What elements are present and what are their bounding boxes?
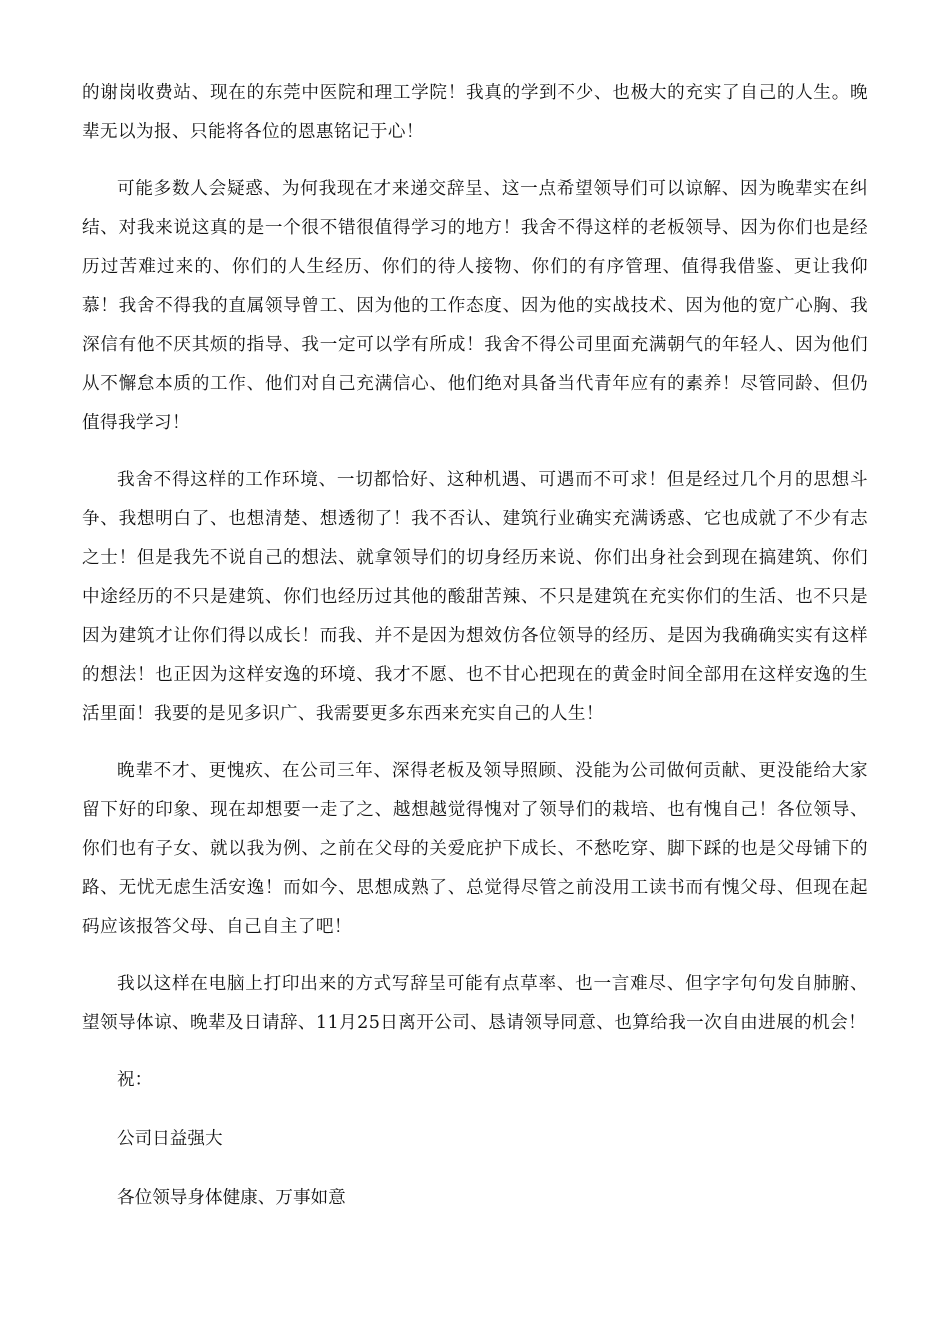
- closing-wish-leaders: 各位领导身体健康、万事如意: [117, 1188, 346, 1208]
- paragraph-gratitude: 晚辈不才、更愧疚、在公司三年、深得老板及领导照顾、没能为公司做何贡献、更没能给大家留下好的印象、现在却想要一走了之、越想越觉得愧对了领导们的栽培、也有愧自己！各位领导、你们也有子女、就以我为例、之前在父母的关爱庇护下成长、不愁吃穿、脚下踩的也是父母铺下的路、无忧无虑生活安逸！而如今、思想成熟了、总觉得尽管之前没用工读书而有愧父母、但现在起码应该报答父母、自己自主了吧！: [82, 761, 868, 937]
- closing-wish-company: 公司日益强大: [117, 1129, 223, 1149]
- paragraph-work-environment: 我舍不得这样的工作环境、一切都恰好、这种机遇、可遇而不可求！但是经过几个月的思想斗争、我想明白了、也想清楚、想透彻了！我不否认、建筑行业确实充满诱惑、它也成就了不少有志之士！但是我先不说自己的想法、就拿领导们的切身经历来说、你们出身社会到现在搞建筑、你们中途经历的不只是建筑、你们也经历过其他的酸甜苦辣、不只是建筑在充实你们的生活、也不只是因为建筑才让你们得以成长！而我、并不是因为想效仿各位领导的经历、是因为我确确实实有这样的想法！也正因为这样安逸的环境、我才不愿、也不甘心把现在的黄金时间全部用在这样安逸的生活里面！我要的是见多识广、我需要更多东西来充实自己的人生！: [82, 470, 868, 724]
- closing-salutation: 祝：: [117, 1070, 153, 1090]
- resignation-letter-page: [82, 74, 868, 1238]
- paragraph-hesitation: 可能多数人会疑惑、为何我现在才来递交辞呈、这一点希望领导们可以谅解、因为晚辈实在纠结、对我来说这真的是一个很不错很值得学习的地方！我舍不得这样的老板领导、因为你们也是经历过苦难过来的、你们的人生经历、你们的待人接物、你们的有序管理、值得我借鉴、更让我仰慕！我舍不得我的直属领导曾工、因为他的工作态度、因为他的实战技术、因为他的宽广心胸、我深信有他不厌其烦的指导、我一定可以学有所成！我舍不得公司里面充满朝气的年轻人、因为他们从不懈怠本质的工作、他们对自己充满信心、他们绝对具备当代青年应有的素养！尽管同龄、但仍值得我学习！: [82, 179, 868, 433]
- paragraph-continuation: 的谢岗收费站、现在的东莞中医院和理工学院！我真的学到不少、也极大的充实了自己的人生。晚辈无以为报、只能将各位的恩惠铭记于心！: [82, 83, 868, 142]
- paragraph-resignation-date: 我以这样在电脑上打印出来的方式写辞呈可能有点草率、也一言难尽、但字字句句发自肺腑、望领导体谅、晚辈及日请辞、11月25日离开公司、恳请领导同意、也算给我一次自由进展的机会！: [82, 974, 868, 1033]
